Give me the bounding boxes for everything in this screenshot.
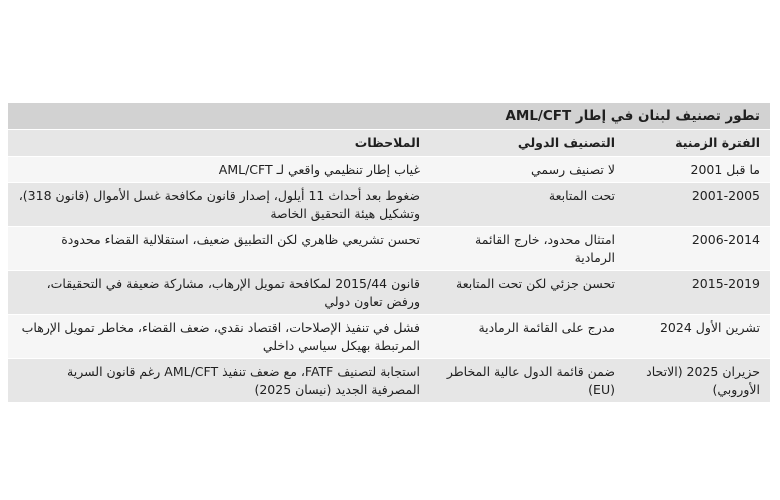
cell-period: 2006-2014 xyxy=(625,227,770,271)
cell-notes: ضغوط بعد أحداث 11 أيلول، إصدار قانون مكافحة غسل الأموال (قانون 318)، وتشكيل هيئة التحقيق الخاصة xyxy=(8,183,430,227)
header-row xyxy=(8,130,770,157)
table-row xyxy=(8,227,770,271)
cell-period: تشرين الأول 2024 xyxy=(625,315,770,359)
cell-period: 2001-2005 xyxy=(625,183,770,227)
table-row xyxy=(8,315,770,359)
cell-classification: تحت المتابعة xyxy=(430,183,625,227)
header-period: الفترة الزمنية xyxy=(625,130,770,157)
table-row xyxy=(8,271,770,315)
cell-classification: ضمن قائمة الدول عالية المخاطر (EU) xyxy=(430,359,625,403)
table-title: تطور تصنيف لبنان في إطار AML/CFT xyxy=(8,103,770,130)
cell-notes: غياب إطار تنظيمي واقعي لـ AML/CFT xyxy=(8,157,430,183)
header-notes: الملاحظات xyxy=(8,130,430,157)
cell-notes: استجابة لتصنيف FATF، مع ضعف تنفيذ AML/CFT رغم قانون السرية المصرفية الجديد (نيسان 2025) xyxy=(8,359,430,403)
cell-notes: تحسن تشريعي ظاهري لكن التطبيق ضعيف، استقلالية القضاء محدودة xyxy=(8,227,430,271)
cell-period: ما قبل 2001 xyxy=(625,157,770,183)
cell-notes: قانون 2015/44 لمكافحة تمويل الإرهاب، مشاركة ضعيفة في التحقيقات، ورفض تعاون دولي xyxy=(8,271,430,315)
cell-classification: لا تصنيف رسمي xyxy=(430,157,625,183)
data-table xyxy=(8,130,770,403)
table-row xyxy=(8,183,770,227)
header-classification: التصنيف الدولي xyxy=(430,130,625,157)
classification-table xyxy=(8,103,770,403)
cell-period: 2015-2019 xyxy=(625,271,770,315)
cell-notes: فشل في تنفيذ الإصلاحات، اقتصاد نقدي، ضعف القضاء، مخاطر تمويل الإرهاب المرتبطة بهيكل سياسي داخلي xyxy=(8,315,430,359)
cell-classification: امتثال محدود، خارج القائمة الرمادية xyxy=(430,227,625,271)
cell-classification: مدرج على القائمة الرمادية xyxy=(430,315,625,359)
table-row xyxy=(8,359,770,403)
table-row xyxy=(8,157,770,183)
cell-period: حزيران 2025 (الاتحاد الأوروبي) xyxy=(625,359,770,403)
cell-classification: تحسن جزئي لكن تحت المتابعة xyxy=(430,271,625,315)
